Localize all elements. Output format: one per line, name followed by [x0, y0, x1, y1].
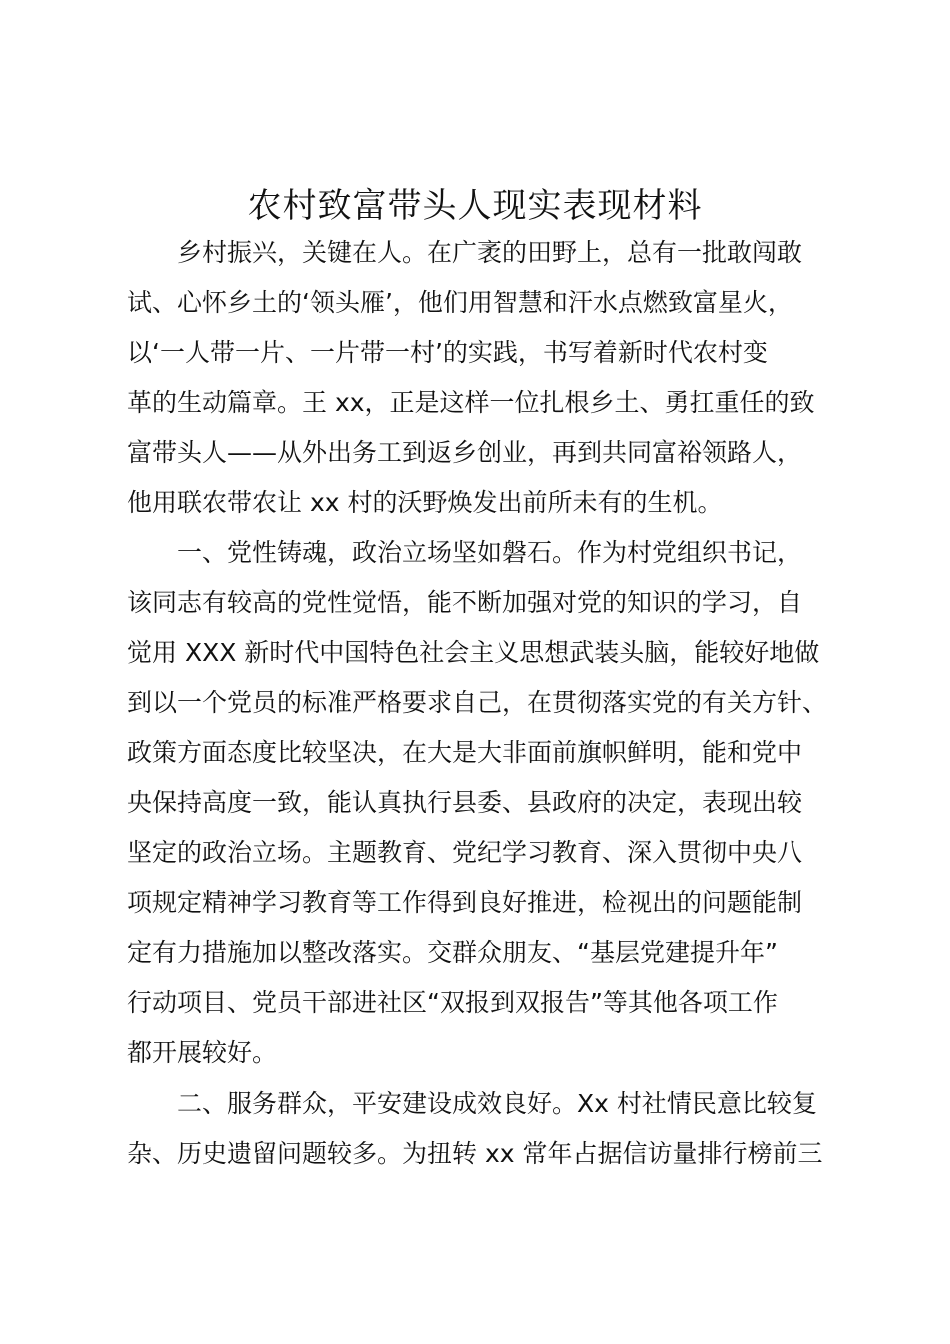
paragraph-line: 以‘一人带一片、一片带一村’的实践，书写着新时代农村变 — [127, 338, 768, 367]
paragraph-line: 一、党性铸魂，政治立场坚如磐石。作为村党组织书记， — [177, 538, 803, 567]
paragraph-line: 央保持高度一致，能认真执行县委、县政府的决定，表现出较 — [127, 788, 803, 817]
paragraph-line: 革的生动篇章。王 xx，正是这样一位扎根乡土、勇扛重任的致 — [127, 388, 815, 417]
paragraph-line: 该同志有较高的党性觉悟，能不断加强对党的知识的学习，自 — [127, 588, 803, 617]
paragraph-line: 他用联农带农让 xx 村的沃野焕发出前所未有的生机。 — [127, 488, 723, 517]
paragraph-line: 富带头人——从外出务工到返乡创业，再到共同富裕领路人， — [127, 438, 803, 467]
paragraph-line: 都开展较好。 — [127, 1038, 278, 1067]
paragraph-line: 乡村振兴，关键在人。在广袤的田野上，总有一批敢闯敢 — [177, 238, 803, 267]
paragraph-line: 试、心怀乡土的‘领头雁’，他们用智慧和汗水点燃致富星火， — [127, 288, 793, 317]
paragraph-line: 行动项目、党员干部进社区“双报到双报告”等其他各项工作 — [127, 988, 778, 1017]
paragraph-line: 杂、历史遗留问题较多。为扭转 xx 常年占据信访量排行榜前三 — [127, 1139, 823, 1168]
paragraph-line: 到以一个党员的标准严格要求自己，在贯彻落实党的有关方针、 — [127, 688, 828, 717]
paragraph-line: 坚定的政治立场。主题教育、党纪学习教育、深入贯彻中央八 — [127, 838, 803, 867]
paragraph-line: 觉用 XXX 新时代中国特色社会主义思想武装头脑，能较好地做 — [127, 638, 820, 667]
paragraph-line: 政策方面态度比较坚决，在大是大非面前旗帜鲜明，能和党中 — [127, 738, 803, 767]
document-title: 农村致富带头人现实表现材料 — [247, 186, 703, 226]
paragraph-line: 定有力措施加以整改落实。交群众朋友、“基层党建提升年” — [127, 938, 778, 967]
paragraph-line: 二、服务群众，平安建设成效良好。Xx 村社情民意比较复 — [177, 1089, 817, 1118]
paragraph-line: 项规定精神学习教育等工作得到良好推进，检视出的问题能制 — [127, 888, 803, 917]
